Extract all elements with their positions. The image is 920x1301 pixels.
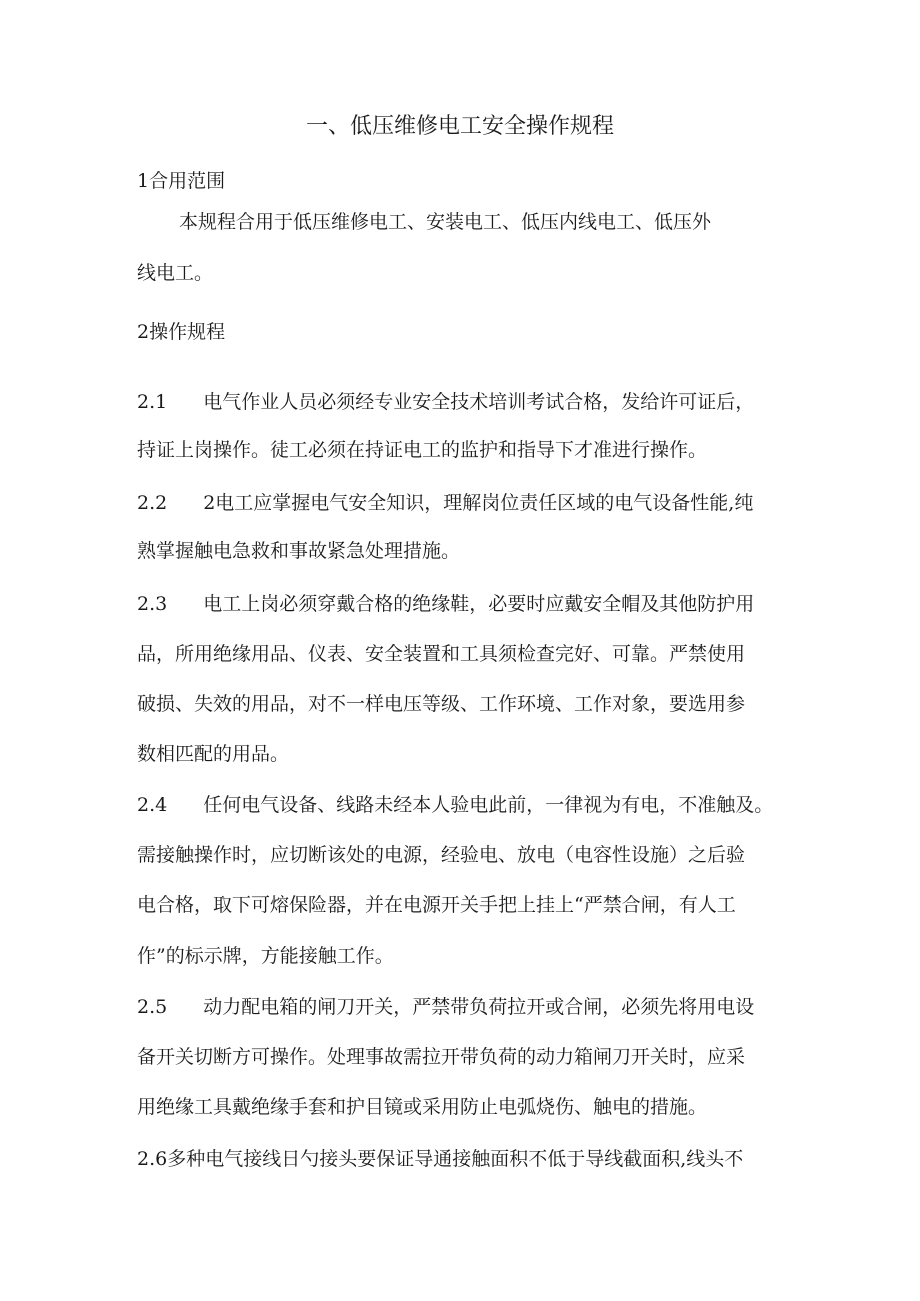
clause-number: 2.3 <box>137 593 168 615</box>
clause-line: 熟掌握触电急救和事故紧急处理措施。 <box>137 540 461 562</box>
clause-text: 2电工应掌握电气安全知识，理解岗位责任区域的电气设备性能,纯 <box>203 492 754 514</box>
clause-first-line <box>137 998 754 1017</box>
clause-first-line <box>137 393 754 412</box>
clause-text: 多种电气接线日勺接头要保证导通接触面积不低于导线截面积,线头不 <box>167 1148 744 1170</box>
section-heading-scope: 1合用范围 <box>137 170 226 192</box>
clause-line: 数相匹配的用品。 <box>137 743 290 765</box>
clause-first-line <box>137 796 773 815</box>
clause-number: 2.4 <box>137 794 168 816</box>
clause-line: 破损、失效的用品，对不一样电压等级、工作环境、工作对象，要选用参 <box>137 693 746 715</box>
clause-line: 电合格，取下可熔保险器，并在电源开关手把上挂上“严禁合闸，有人工 <box>137 894 736 916</box>
clause-line: 作”的标示牌，方能接触工作。 <box>137 945 394 967</box>
section-heading-procedure: 2操作规程 <box>137 321 226 343</box>
clause-number: 2.2 <box>137 492 168 514</box>
clause-line: 备开关切断方可操作。处理事故需拉开带负荷的动力箱闸刀开关时，应采 <box>137 1046 746 1068</box>
clause-number: 2.5 <box>137 996 168 1018</box>
page-title: 一、低压维修电工安全操作规程 <box>305 114 614 139</box>
clause-line: 需接触操作时，应切断该处的电源，经验电、放电（电容性设施）之后验 <box>137 844 746 866</box>
clause-number: 2.6 <box>137 1148 168 1170</box>
clause-first-line <box>137 595 754 614</box>
clause-text: 动力配电箱的闸刀开关，严禁带负荷拉开或合闸，必须先将用电设 <box>203 996 755 1018</box>
clause-number: 2.1 <box>137 391 168 413</box>
paragraph-line: 线电工。 <box>137 262 214 284</box>
clause-text: 电工上岗必须穿戴合格的绝缘鞋，必要时应戴安全帽及其他防护用 <box>203 593 755 615</box>
clause-line: 持证上岗操作。徒工必须在持证电工的监护和指导下才准进行操作。 <box>137 439 708 461</box>
clause-line: 品，所用绝缘用品、仪表、安全装置和工具须检查完好、可靠。严禁使用 <box>137 643 746 665</box>
clause-text: 任何电气设备、线路未经本人验电此前，一律视为有电，不准触及。 <box>203 794 774 816</box>
clause-line: 用绝缘工具戴绝缘手套和护目镜或采用防止电弧烧伤、触电的措施。 <box>137 1096 708 1118</box>
clause-first-line <box>137 1150 743 1169</box>
paragraph-line: 本规程合用于低压维修电工、安装电工、低压内线电工、低压外 <box>179 211 712 233</box>
clause-first-line <box>137 494 753 513</box>
clause-text: 电气作业人员必须经专业安全技术培训考试合格，发给许可证后， <box>203 391 755 413</box>
